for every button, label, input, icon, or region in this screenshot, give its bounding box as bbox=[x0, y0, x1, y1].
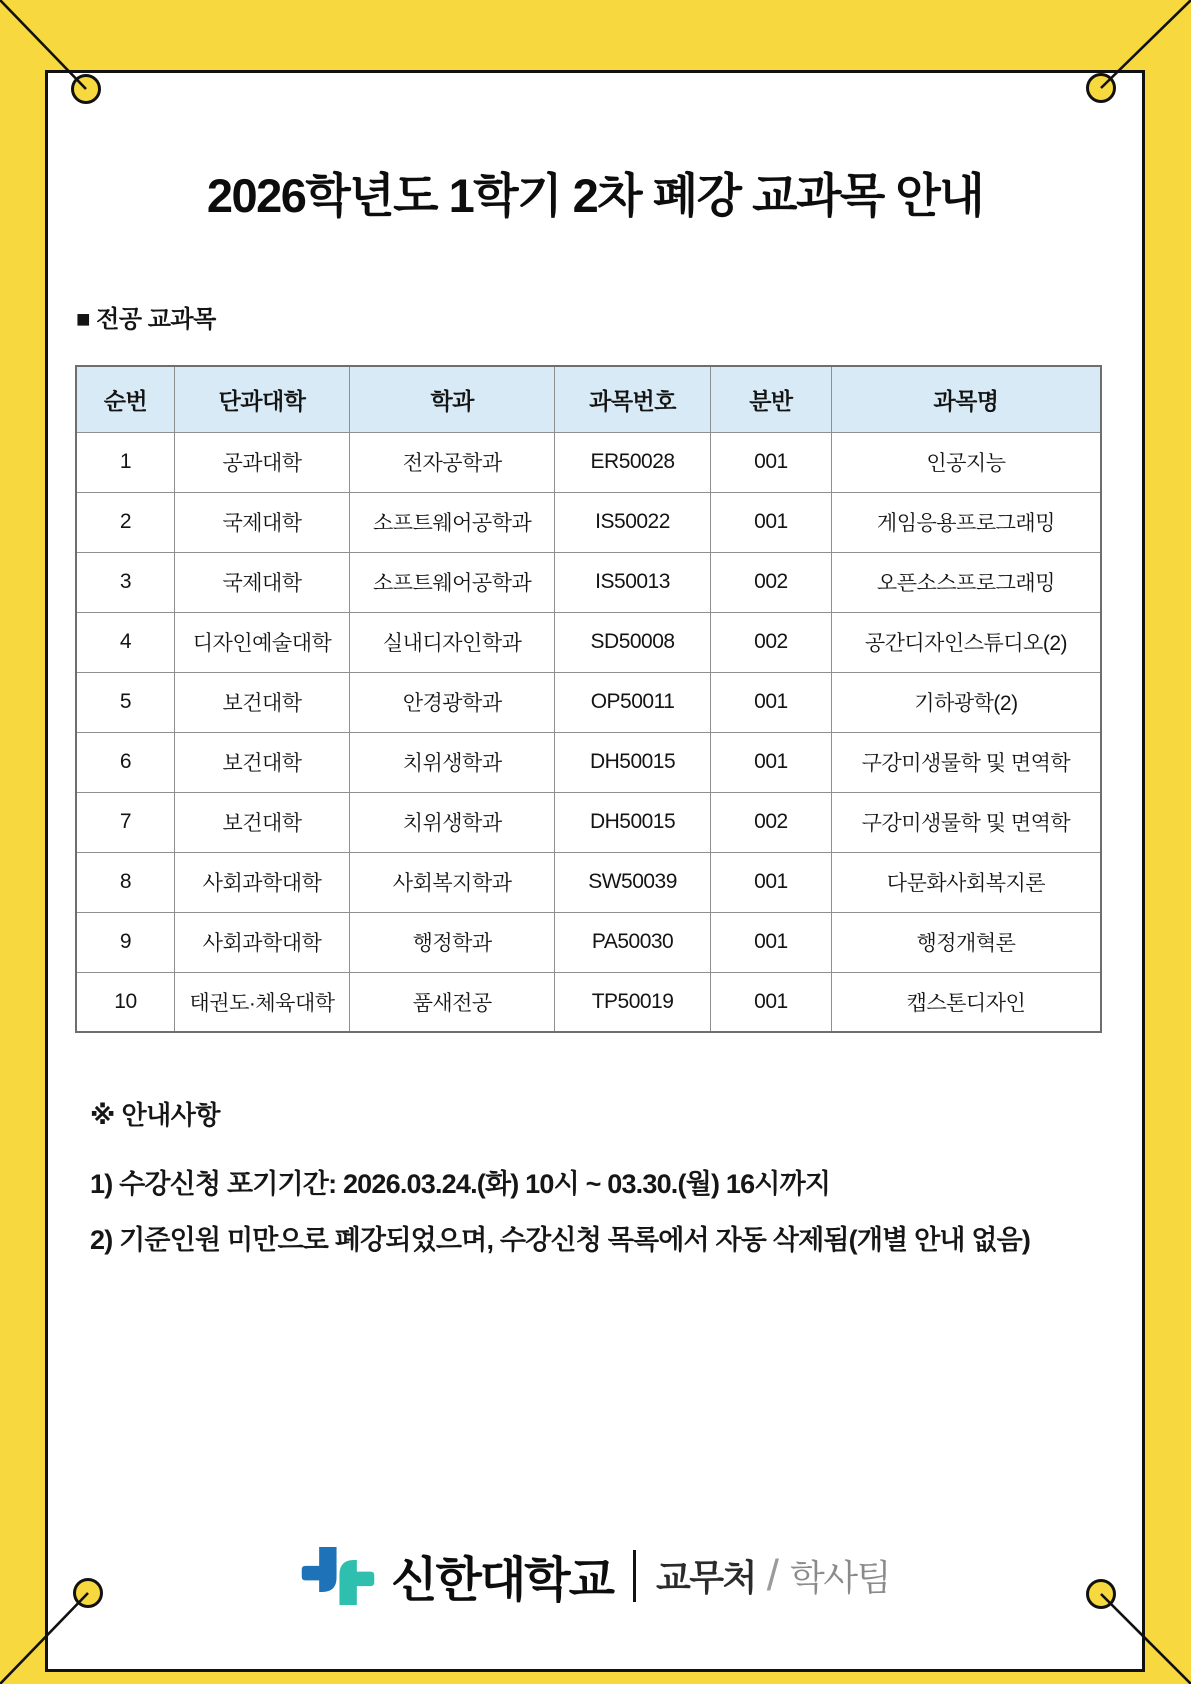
table-cell: 품새전공 bbox=[350, 972, 555, 1032]
table-cell: 태권도·체육대학 bbox=[174, 972, 349, 1032]
notes-heading: ※ 안내사항 bbox=[90, 1100, 220, 1130]
table-cell: DH50015 bbox=[555, 732, 711, 792]
paper bbox=[45, 70, 1145, 1672]
table-cell: 002 bbox=[710, 792, 831, 852]
table-cell: 실내디자인학과 bbox=[350, 612, 555, 672]
table-cell: 안경광학과 bbox=[350, 672, 555, 732]
column-header: 분반 bbox=[710, 366, 831, 432]
table-cell: 001 bbox=[710, 432, 831, 492]
page-title: 2026학년도 1학기 2차 폐강 교과목 안내 bbox=[206, 169, 984, 222]
notes-items bbox=[90, 1156, 1090, 1268]
table-cell: 전자공학과 bbox=[350, 432, 555, 492]
column-header: 학과 bbox=[350, 366, 555, 432]
table-cell: IS50013 bbox=[555, 552, 711, 612]
column-header: 순번 bbox=[76, 366, 174, 432]
table-cell: 002 bbox=[710, 612, 831, 672]
table-cell: 4 bbox=[76, 612, 174, 672]
table-row bbox=[76, 852, 1101, 912]
column-header: 단과대학 bbox=[174, 366, 349, 432]
university-name: 신한대학교 bbox=[391, 1554, 613, 1607]
table-cell: 인공지능 bbox=[831, 432, 1101, 492]
table-cell: 보건대학 bbox=[174, 792, 349, 852]
table-cell: 치위생학과 bbox=[350, 792, 555, 852]
table-row bbox=[76, 492, 1101, 552]
note-item: 1) 수강신청 포기기간: 2026.03.24.(화) 10시 ~ 03.30.(월) 16시까지 bbox=[90, 1169, 831, 1199]
table-cell: 001 bbox=[710, 972, 831, 1032]
note-item: 2) 기준인원 미만으로 폐강되었으며, 수강신청 목록에서 자동 삭제됨(개별 안내 없음) bbox=[90, 1225, 1031, 1255]
table-cell: 국제대학 bbox=[174, 552, 349, 612]
table-cell: 10 bbox=[76, 972, 174, 1032]
column-header: 과목명 bbox=[831, 366, 1101, 432]
team-name: 학사팀 bbox=[790, 1557, 890, 1598]
table-cell: 치위생학과 bbox=[350, 732, 555, 792]
table-cell: ER50028 bbox=[555, 432, 711, 492]
table-cell: 002 bbox=[710, 552, 831, 612]
footer-slash: / bbox=[766, 1550, 780, 1600]
table-cell: 001 bbox=[710, 912, 831, 972]
table-cell: 001 bbox=[710, 672, 831, 732]
footer-divider bbox=[633, 1550, 636, 1602]
table-row bbox=[76, 432, 1101, 492]
table-cell: 보건대학 bbox=[174, 732, 349, 792]
table-cell: 소프트웨어공학과 bbox=[350, 552, 555, 612]
university-logo-icon bbox=[300, 1547, 376, 1605]
table-row bbox=[76, 972, 1101, 1032]
table-cell: PA50030 bbox=[555, 912, 711, 972]
table-cell: 공과대학 bbox=[174, 432, 349, 492]
footer-logo bbox=[48, 1541, 1142, 1610]
table-cell: OP50011 bbox=[555, 672, 711, 732]
table-cell: 8 bbox=[76, 852, 174, 912]
table-cell: SW50039 bbox=[555, 852, 711, 912]
department-name: 교무처 bbox=[655, 1557, 756, 1598]
header-row bbox=[76, 366, 1101, 432]
table-cell: 공간디자인스튜디오(2) bbox=[831, 612, 1101, 672]
table-cell: 행정개혁론 bbox=[831, 912, 1101, 972]
table-cell: 001 bbox=[710, 492, 831, 552]
table-cell: 행정학과 bbox=[350, 912, 555, 972]
table-cell: 9 bbox=[76, 912, 174, 972]
table-cell: 소프트웨어공학과 bbox=[350, 492, 555, 552]
table-cell: 1 bbox=[76, 432, 174, 492]
table-cell: 2 bbox=[76, 492, 174, 552]
table-cell: 3 bbox=[76, 552, 174, 612]
table-cell: 오픈소스프로그래밍 bbox=[831, 552, 1101, 612]
table-cell: DH50015 bbox=[555, 792, 711, 852]
table-cell: 보건대학 bbox=[174, 672, 349, 732]
table-cell: SD50008 bbox=[555, 612, 711, 672]
table-row bbox=[76, 732, 1101, 792]
table-cell: 구강미생물학 및 면역학 bbox=[831, 732, 1101, 792]
table-row bbox=[76, 672, 1101, 732]
column-header: 과목번호 bbox=[555, 366, 711, 432]
table-cell: TP50019 bbox=[555, 972, 711, 1032]
table-cell: 디자인예술대학 bbox=[174, 612, 349, 672]
table-row bbox=[76, 792, 1101, 852]
table-cell: 국제대학 bbox=[174, 492, 349, 552]
table-cell: 게임응용프로그래밍 bbox=[831, 492, 1101, 552]
course-table-head bbox=[76, 366, 1101, 432]
course-table bbox=[75, 365, 1102, 1033]
table-cell: 사회과학대학 bbox=[174, 912, 349, 972]
table-cell: 001 bbox=[710, 732, 831, 792]
table-row bbox=[76, 912, 1101, 972]
notes-section bbox=[90, 1095, 1090, 1268]
table-cell: 다문화사회복지론 bbox=[831, 852, 1101, 912]
table-cell: 5 bbox=[76, 672, 174, 732]
table-cell: 001 bbox=[710, 852, 831, 912]
table-cell: 기하광학(2) bbox=[831, 672, 1101, 732]
section-label: ■ 전공 교과목 bbox=[76, 306, 216, 333]
table-cell: 6 bbox=[76, 732, 174, 792]
table-cell: 사회과학대학 bbox=[174, 852, 349, 912]
table-cell: 구강미생물학 및 면역학 bbox=[831, 792, 1101, 852]
table-cell: 캡스톤디자인 bbox=[831, 972, 1101, 1032]
table-cell: 7 bbox=[76, 792, 174, 852]
table-row bbox=[76, 612, 1101, 672]
table-row bbox=[76, 552, 1101, 612]
course-table-body bbox=[76, 432, 1101, 1032]
table-cell: 사회복지학과 bbox=[350, 852, 555, 912]
table-cell: IS50022 bbox=[555, 492, 711, 552]
